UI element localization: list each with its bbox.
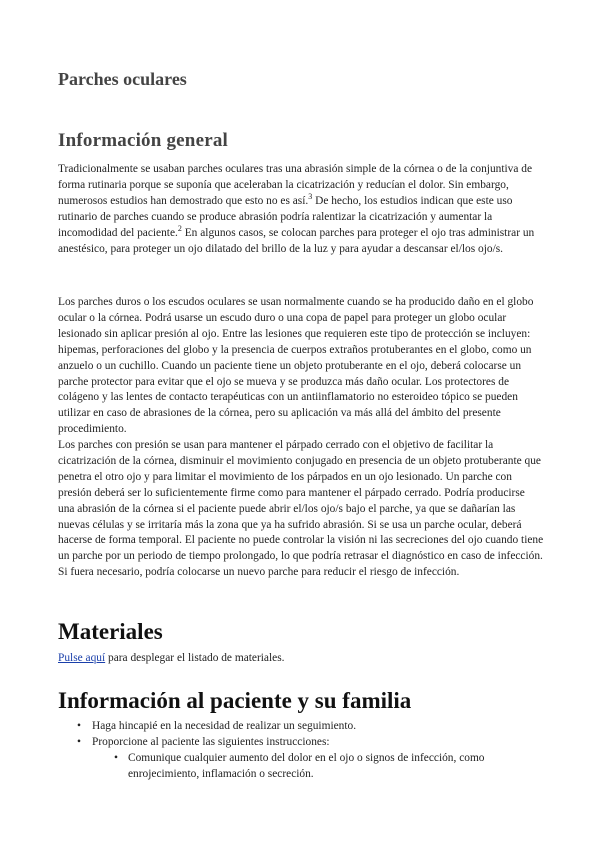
list-item [58, 735, 544, 783]
paragraph-intro-part-1: Tradicionalmente se usaban parches oculares tras una abrasión simple de la córnea o de la conjuntiva de forma rutinaria porque se suponía que aceleraban la cicatrización y reducían el dolor. Sin embargo, numerosos estudios han demostrado que esto no es así. [58, 163, 533, 207]
sublist-item [92, 751, 488, 783]
list-item-text: Proporcione al paciente las siguientes instrucciones: [92, 735, 330, 748]
materiales-line [58, 651, 284, 667]
paragraph-intro-part-3: En algunos casos, se colocan parches para proteger el ojo tras administrar un anestésico, para proteger un ojo dilatado del brillo de la luz y para ayudar a descansar el/los ojo/s. [58, 226, 535, 255]
sublist-item-text: Comunique cualquier aumento del dolor en el ojo o signos de infección, como enrojecimiento, inflamación o secreción. [128, 751, 485, 780]
paragraph-intro-part-2: De hecho, los estudios indican que este uso rutinario de parches cuando se produce abrasión podría ralentizar la cicatrización y aumentar la incomodidad del paciente. [58, 194, 513, 239]
paragraph-parches-duros: Los parches duros o los escudos oculares se usan normalmente cuando se ha producido daño en el globo ocular o la córnea. Podrá usarse un escudo duro o una copa de papel para proteger un globo ocular lesionado sin aplicar presión al ojo. Entre las lesiones que requieren este tipo de protección se incluyen: hipemas, perforaciones del globo y la presencia de cuerpos extraños protuberantes en el globo, como un anzuelo o un cuchillo. Cuando un paciente tiene un objeto protuberante en el ojo, deberá colocarse un parche protector para evitar que el ojo se mueva y se produzca más daño ocular. Los protectores de colágeno y las lentes de contacto terapéuticas con un antiinflamatorio no esteroideo tópico se pueden utilizar en caso de abrasiones de la córnea, pero su aplicación va más allá del ámbito del presente procedimiento. [58, 296, 534, 436]
bullet-icon: • [114, 751, 118, 764]
section-heading-informacion-general: Información general [58, 130, 229, 151]
citation-ref-2: 2 [177, 223, 182, 233]
paciente-sublist [92, 751, 544, 783]
citation-ref-3: 3 [308, 192, 313, 202]
materiales-link-suffix: para desplegar el listado de materiales. [105, 652, 285, 664]
paragraph-parches-presion: Los parches con presión se usan para mantener el párpado cerrado con el objetivo de facilitar la cicatrización de la córnea, disminuir el movimiento conjugado en presencia de un objeto protuberante que penetra el otro ojo y para limitar el movimiento de los párpados en un ojo lesionado. Un parche con presión deberá ser lo suficientemente firme como para mantener el párpado cerrado. Podría producirse una abrasión de la córnea si el paciente puede abrir el/los ojo/s bajo el parche, ya que se dañarían las nuevas células y se irritaría más la zona que ya ha sufrido abrasión. Si se usa un parche ocular, deberá hacerse de forma temporal. El paciente no puede controlar la visión ni las secreciones del ojo cuando tiene un parche por un periodo de tiempo prolongado, lo que podría retrasar el diagnóstico en caso de infección. Si fuera necesario, podría colocarse un nuevo parche para reducir el riesgo de infección. [58, 439, 544, 579]
section-heading-materiales: Materiales [58, 619, 163, 644]
list-item [58, 719, 544, 735]
document-title: Parches oculares [58, 69, 187, 89]
paciente-list [58, 719, 544, 783]
section-heading-paciente-familia: Información al paciente y su familia [58, 688, 412, 713]
bullet-icon: • [77, 735, 81, 748]
pulse-aqui-link[interactable]: Pulse aquí [58, 652, 106, 664]
list-item-text: Haga hincapié en la necesidad de realizar un seguimiento. [92, 720, 357, 732]
paragraph-intro [58, 162, 544, 257]
bullet-icon: • [77, 720, 81, 732]
